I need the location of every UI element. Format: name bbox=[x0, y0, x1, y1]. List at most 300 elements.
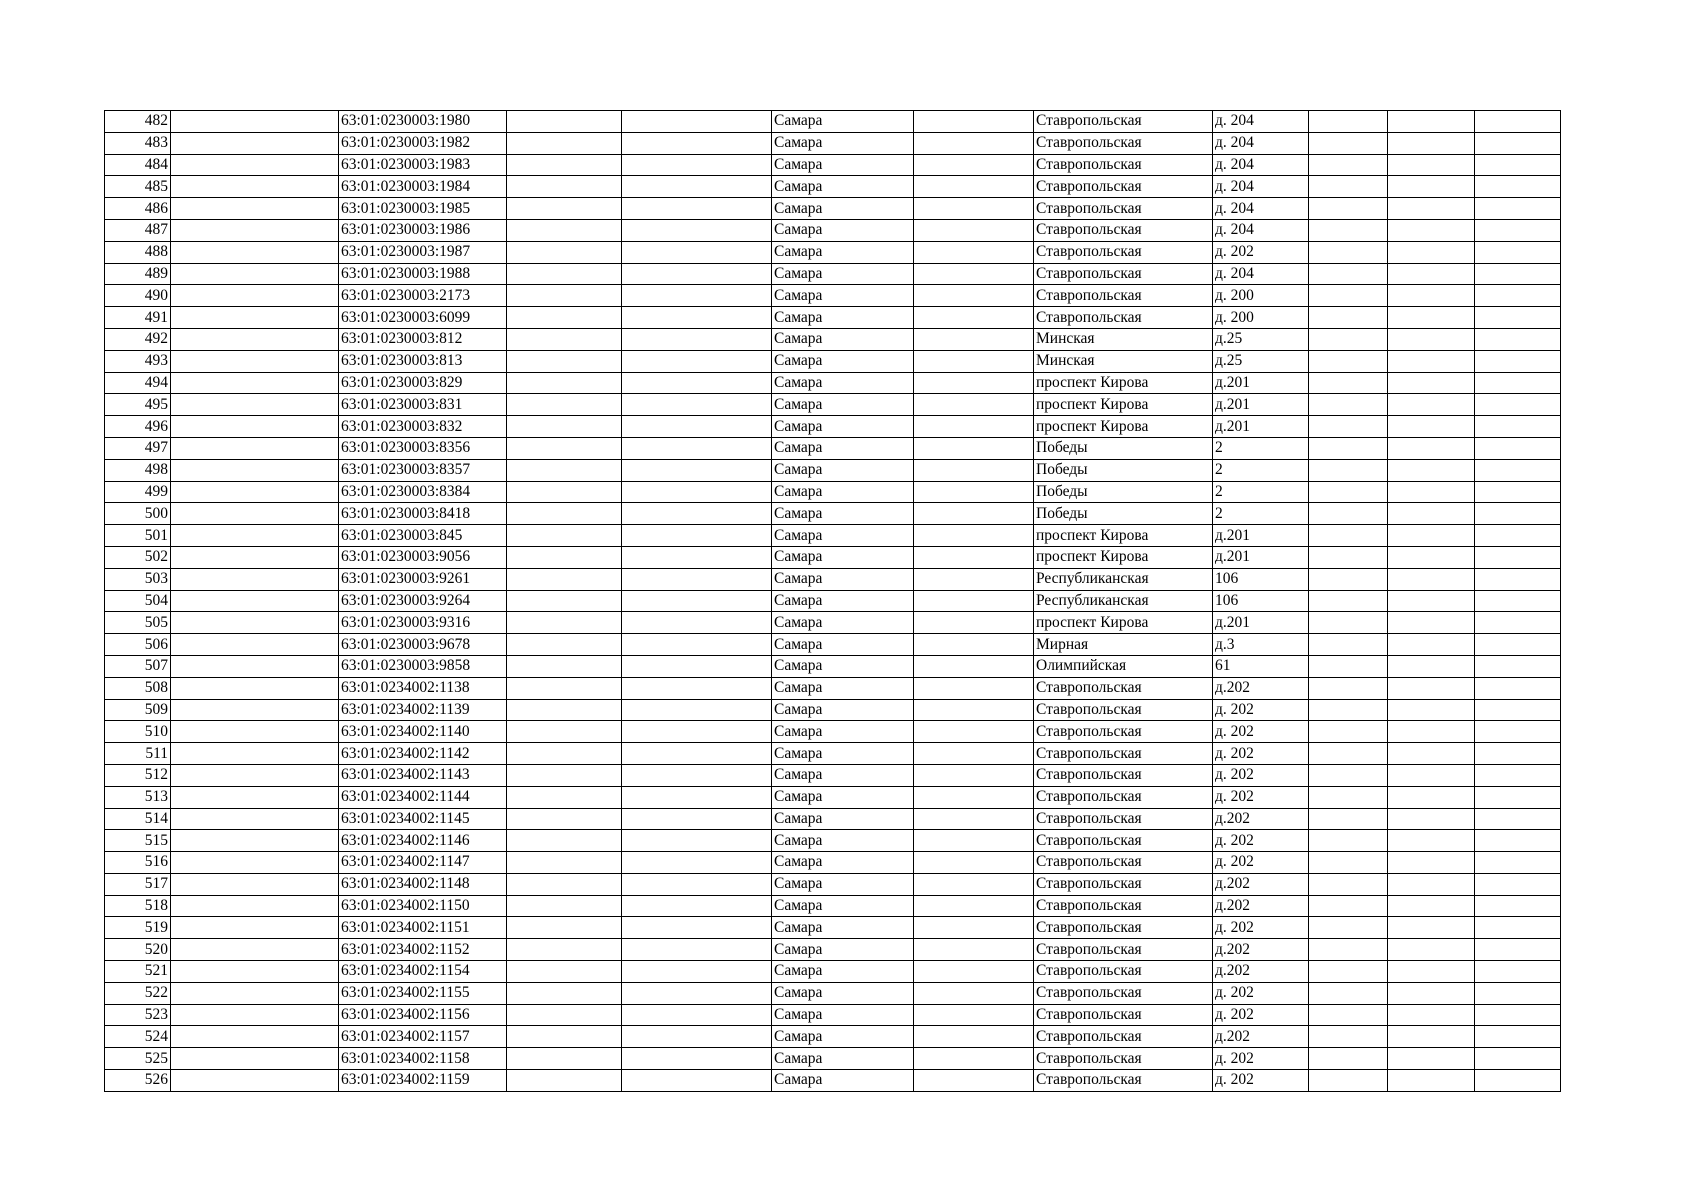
blank-cell-4 bbox=[914, 743, 1034, 765]
blank-cell-6 bbox=[1388, 655, 1475, 677]
street-cell: Республиканская bbox=[1034, 568, 1213, 590]
blank-cell-5 bbox=[1309, 263, 1388, 285]
house-number-cell: д.202 bbox=[1213, 895, 1309, 917]
blank-cell-7 bbox=[1475, 241, 1561, 263]
house-number-cell: д.202 bbox=[1213, 808, 1309, 830]
blank-cell-5 bbox=[1309, 459, 1388, 481]
row-number-cell: 497 bbox=[105, 437, 171, 459]
cadastral-number-cell: 63:01:0230003:1982 bbox=[339, 132, 507, 154]
blank-cell-7 bbox=[1475, 154, 1561, 176]
city-cell: Самара bbox=[772, 612, 914, 634]
row-number-cell: 483 bbox=[105, 132, 171, 154]
table-row bbox=[105, 743, 1561, 765]
blank-cell-2 bbox=[507, 961, 622, 983]
street-cell: Ставропольская bbox=[1034, 1048, 1213, 1070]
house-number-cell: д. 202 bbox=[1213, 830, 1309, 852]
blank-cell-1 bbox=[171, 416, 339, 438]
blank-cell-5 bbox=[1309, 503, 1388, 525]
blank-cell-7 bbox=[1475, 198, 1561, 220]
table-row bbox=[105, 525, 1561, 547]
blank-cell-5 bbox=[1309, 437, 1388, 459]
blank-cell-5 bbox=[1309, 830, 1388, 852]
row-number-cell: 522 bbox=[105, 982, 171, 1004]
blank-cell-4 bbox=[914, 285, 1034, 307]
blank-cell-6 bbox=[1388, 372, 1475, 394]
blank-cell-3 bbox=[622, 743, 772, 765]
street-cell: Ставропольская bbox=[1034, 241, 1213, 263]
cadastral-number-cell: 63:01:0234002:1147 bbox=[339, 852, 507, 874]
row-number-cell: 504 bbox=[105, 590, 171, 612]
cadastral-number-cell: 63:01:0230003:832 bbox=[339, 416, 507, 438]
blank-cell-6 bbox=[1388, 350, 1475, 372]
cadastral-number-cell: 63:01:0234002:1142 bbox=[339, 743, 507, 765]
house-number-cell: д. 202 bbox=[1213, 764, 1309, 786]
cadastral-number-cell: 63:01:0230003:9858 bbox=[339, 655, 507, 677]
blank-cell-6 bbox=[1388, 241, 1475, 263]
blank-cell-2 bbox=[507, 307, 622, 329]
blank-cell-3 bbox=[622, 307, 772, 329]
table-row bbox=[105, 1070, 1561, 1092]
blank-cell-3 bbox=[622, 437, 772, 459]
blank-cell-7 bbox=[1475, 677, 1561, 699]
blank-cell-3 bbox=[622, 699, 772, 721]
blank-cell-1 bbox=[171, 830, 339, 852]
blank-cell-6 bbox=[1388, 634, 1475, 656]
cadastral-number-cell: 63:01:0234002:1159 bbox=[339, 1070, 507, 1092]
table-row bbox=[105, 1048, 1561, 1070]
table-row bbox=[105, 219, 1561, 241]
city-cell: Самара bbox=[772, 1048, 914, 1070]
blank-cell-6 bbox=[1388, 830, 1475, 852]
blank-cell-2 bbox=[507, 568, 622, 590]
row-number-cell: 501 bbox=[105, 525, 171, 547]
table-row bbox=[105, 895, 1561, 917]
house-number-cell: д.3 bbox=[1213, 634, 1309, 656]
blank-cell-5 bbox=[1309, 1048, 1388, 1070]
blank-cell-6 bbox=[1388, 1026, 1475, 1048]
row-number-cell: 526 bbox=[105, 1070, 171, 1092]
blank-cell-5 bbox=[1309, 852, 1388, 874]
city-cell: Самара bbox=[772, 546, 914, 568]
city-cell: Самара bbox=[772, 176, 914, 198]
blank-cell-7 bbox=[1475, 350, 1561, 372]
street-cell: Ставропольская bbox=[1034, 982, 1213, 1004]
row-number-cell: 521 bbox=[105, 961, 171, 983]
blank-cell-5 bbox=[1309, 546, 1388, 568]
blank-cell-6 bbox=[1388, 307, 1475, 329]
city-cell: Самара bbox=[772, 525, 914, 547]
city-cell: Самара bbox=[772, 677, 914, 699]
table-row bbox=[105, 154, 1561, 176]
house-number-cell: д. 202 bbox=[1213, 699, 1309, 721]
blank-cell-1 bbox=[171, 982, 339, 1004]
blank-cell-2 bbox=[507, 416, 622, 438]
table-row bbox=[105, 721, 1561, 743]
cadastral-number-cell: 63:01:0230003:1985 bbox=[339, 198, 507, 220]
house-number-cell: д.201 bbox=[1213, 416, 1309, 438]
blank-cell-1 bbox=[171, 132, 339, 154]
cadastral-number-cell: 63:01:0230003:829 bbox=[339, 372, 507, 394]
blank-cell-6 bbox=[1388, 917, 1475, 939]
table-row bbox=[105, 655, 1561, 677]
blank-cell-4 bbox=[914, 808, 1034, 830]
blank-cell-2 bbox=[507, 612, 622, 634]
blank-cell-3 bbox=[622, 873, 772, 895]
blank-cell-1 bbox=[171, 764, 339, 786]
city-cell: Самара bbox=[772, 634, 914, 656]
house-number-cell: д. 204 bbox=[1213, 111, 1309, 133]
house-number-cell: д. 202 bbox=[1213, 917, 1309, 939]
cadastral-number-cell: 63:01:0230003:813 bbox=[339, 350, 507, 372]
city-cell: Самара bbox=[772, 285, 914, 307]
blank-cell-6 bbox=[1388, 394, 1475, 416]
blank-cell-2 bbox=[507, 939, 622, 961]
table-row bbox=[105, 1026, 1561, 1048]
city-cell: Самара bbox=[772, 459, 914, 481]
blank-cell-7 bbox=[1475, 263, 1561, 285]
house-number-cell: д. 202 bbox=[1213, 1070, 1309, 1092]
cadastral-number-cell: 63:01:0230003:1988 bbox=[339, 263, 507, 285]
house-number-cell: 106 bbox=[1213, 568, 1309, 590]
street-cell: Минская bbox=[1034, 350, 1213, 372]
cadastral-number-cell: 63:01:0230003:9261 bbox=[339, 568, 507, 590]
street-cell: Ставропольская bbox=[1034, 132, 1213, 154]
blank-cell-3 bbox=[622, 416, 772, 438]
blank-cell-4 bbox=[914, 241, 1034, 263]
row-number-cell: 518 bbox=[105, 895, 171, 917]
blank-cell-1 bbox=[171, 350, 339, 372]
blank-cell-7 bbox=[1475, 699, 1561, 721]
blank-cell-1 bbox=[171, 895, 339, 917]
blank-cell-5 bbox=[1309, 699, 1388, 721]
blank-cell-4 bbox=[914, 677, 1034, 699]
blank-cell-4 bbox=[914, 917, 1034, 939]
blank-cell-5 bbox=[1309, 808, 1388, 830]
blank-cell-7 bbox=[1475, 852, 1561, 874]
row-number-cell: 509 bbox=[105, 699, 171, 721]
street-cell: Ставропольская bbox=[1034, 198, 1213, 220]
blank-cell-3 bbox=[622, 786, 772, 808]
blank-cell-3 bbox=[622, 198, 772, 220]
street-cell: проспект Кирова bbox=[1034, 416, 1213, 438]
cadastral-number-cell: 63:01:0230003:2173 bbox=[339, 285, 507, 307]
blank-cell-6 bbox=[1388, 198, 1475, 220]
street-cell: Ставропольская bbox=[1034, 1004, 1213, 1026]
row-number-cell: 485 bbox=[105, 176, 171, 198]
cadastral-number-cell: 63:01:0234002:1152 bbox=[339, 939, 507, 961]
blank-cell-2 bbox=[507, 764, 622, 786]
blank-cell-2 bbox=[507, 808, 622, 830]
blank-cell-3 bbox=[622, 852, 772, 874]
blank-cell-4 bbox=[914, 895, 1034, 917]
blank-cell-6 bbox=[1388, 111, 1475, 133]
street-cell: Ставропольская bbox=[1034, 1070, 1213, 1092]
table-row bbox=[105, 852, 1561, 874]
street-cell: Ставропольская bbox=[1034, 764, 1213, 786]
blank-cell-7 bbox=[1475, 437, 1561, 459]
blank-cell-5 bbox=[1309, 612, 1388, 634]
blank-cell-3 bbox=[622, 764, 772, 786]
blank-cell-1 bbox=[171, 939, 339, 961]
blank-cell-2 bbox=[507, 852, 622, 874]
city-cell: Самара bbox=[772, 786, 914, 808]
row-number-cell: 513 bbox=[105, 786, 171, 808]
house-number-cell: д.202 bbox=[1213, 961, 1309, 983]
blank-cell-5 bbox=[1309, 328, 1388, 350]
house-number-cell: д. 202 bbox=[1213, 852, 1309, 874]
cadastral-number-cell: 63:01:0230003:812 bbox=[339, 328, 507, 350]
row-number-cell: 523 bbox=[105, 1004, 171, 1026]
blank-cell-1 bbox=[171, 154, 339, 176]
blank-cell-6 bbox=[1388, 808, 1475, 830]
blank-cell-3 bbox=[622, 132, 772, 154]
blank-cell-7 bbox=[1475, 481, 1561, 503]
blank-cell-5 bbox=[1309, 786, 1388, 808]
blank-cell-2 bbox=[507, 437, 622, 459]
blank-cell-2 bbox=[507, 394, 622, 416]
blank-cell-4 bbox=[914, 350, 1034, 372]
blank-cell-1 bbox=[171, 961, 339, 983]
row-number-cell: 499 bbox=[105, 481, 171, 503]
blank-cell-4 bbox=[914, 437, 1034, 459]
city-cell: Самара bbox=[772, 830, 914, 852]
blank-cell-7 bbox=[1475, 219, 1561, 241]
blank-cell-1 bbox=[171, 394, 339, 416]
blank-cell-2 bbox=[507, 830, 622, 852]
row-number-cell: 490 bbox=[105, 285, 171, 307]
city-cell: Самара bbox=[772, 808, 914, 830]
table-row bbox=[105, 481, 1561, 503]
blank-cell-4 bbox=[914, 198, 1034, 220]
blank-cell-3 bbox=[622, 154, 772, 176]
street-cell: Ставропольская bbox=[1034, 307, 1213, 329]
blank-cell-3 bbox=[622, 503, 772, 525]
city-cell: Самара bbox=[772, 394, 914, 416]
blank-cell-3 bbox=[622, 721, 772, 743]
cadastral-number-cell: 63:01:0234002:1155 bbox=[339, 982, 507, 1004]
blank-cell-6 bbox=[1388, 852, 1475, 874]
blank-cell-7 bbox=[1475, 1048, 1561, 1070]
house-number-cell: 2 bbox=[1213, 437, 1309, 459]
blank-cell-1 bbox=[171, 503, 339, 525]
blank-cell-2 bbox=[507, 459, 622, 481]
blank-cell-1 bbox=[171, 1048, 339, 1070]
blank-cell-6 bbox=[1388, 503, 1475, 525]
city-cell: Самара bbox=[772, 655, 914, 677]
blank-cell-4 bbox=[914, 481, 1034, 503]
table-row bbox=[105, 873, 1561, 895]
row-number-cell: 510 bbox=[105, 721, 171, 743]
house-number-cell: д. 204 bbox=[1213, 132, 1309, 154]
blank-cell-6 bbox=[1388, 612, 1475, 634]
blank-cell-6 bbox=[1388, 176, 1475, 198]
city-cell: Самара bbox=[772, 219, 914, 241]
row-number-cell: 514 bbox=[105, 808, 171, 830]
street-cell: Ставропольская bbox=[1034, 939, 1213, 961]
table-row bbox=[105, 590, 1561, 612]
blank-cell-4 bbox=[914, 1048, 1034, 1070]
blank-cell-7 bbox=[1475, 743, 1561, 765]
blank-cell-4 bbox=[914, 699, 1034, 721]
house-number-cell: д.201 bbox=[1213, 394, 1309, 416]
street-cell: Ставропольская bbox=[1034, 154, 1213, 176]
blank-cell-4 bbox=[914, 154, 1034, 176]
blank-cell-2 bbox=[507, 328, 622, 350]
table-row bbox=[105, 786, 1561, 808]
blank-cell-2 bbox=[507, 1070, 622, 1092]
blank-cell-6 bbox=[1388, 459, 1475, 481]
street-cell: Ставропольская bbox=[1034, 917, 1213, 939]
house-number-cell: 2 bbox=[1213, 459, 1309, 481]
blank-cell-5 bbox=[1309, 132, 1388, 154]
house-number-cell: д.201 bbox=[1213, 372, 1309, 394]
blank-cell-1 bbox=[171, 198, 339, 220]
city-cell: Самара bbox=[772, 154, 914, 176]
blank-cell-7 bbox=[1475, 328, 1561, 350]
row-number-cell: 493 bbox=[105, 350, 171, 372]
house-number-cell: д.201 bbox=[1213, 525, 1309, 547]
blank-cell-1 bbox=[171, 307, 339, 329]
blank-cell-7 bbox=[1475, 416, 1561, 438]
row-number-cell: 512 bbox=[105, 764, 171, 786]
blank-cell-2 bbox=[507, 917, 622, 939]
blank-cell-2 bbox=[507, 634, 622, 656]
row-number-cell: 502 bbox=[105, 546, 171, 568]
blank-cell-5 bbox=[1309, 590, 1388, 612]
blank-cell-6 bbox=[1388, 1048, 1475, 1070]
city-cell: Самара bbox=[772, 416, 914, 438]
city-cell: Самара bbox=[772, 111, 914, 133]
blank-cell-1 bbox=[171, 655, 339, 677]
blank-cell-3 bbox=[622, 394, 772, 416]
row-number-cell: 511 bbox=[105, 743, 171, 765]
table-row bbox=[105, 503, 1561, 525]
street-cell: проспект Кирова bbox=[1034, 546, 1213, 568]
street-cell: проспект Кирова bbox=[1034, 394, 1213, 416]
blank-cell-3 bbox=[622, 655, 772, 677]
blank-cell-1 bbox=[171, 699, 339, 721]
blank-cell-4 bbox=[914, 328, 1034, 350]
blank-cell-4 bbox=[914, 1004, 1034, 1026]
blank-cell-2 bbox=[507, 350, 622, 372]
city-cell: Самара bbox=[772, 721, 914, 743]
blank-cell-1 bbox=[171, 481, 339, 503]
blank-cell-1 bbox=[171, 612, 339, 634]
cadastral-number-cell: 63:01:0230003:1980 bbox=[339, 111, 507, 133]
cadastral-number-cell: 63:01:0230003:9678 bbox=[339, 634, 507, 656]
city-cell: Самара bbox=[772, 481, 914, 503]
house-number-cell: д. 200 bbox=[1213, 307, 1309, 329]
house-number-cell: д. 204 bbox=[1213, 176, 1309, 198]
blank-cell-3 bbox=[622, 961, 772, 983]
blank-cell-7 bbox=[1475, 111, 1561, 133]
table-row bbox=[105, 132, 1561, 154]
blank-cell-1 bbox=[171, 546, 339, 568]
row-number-cell: 482 bbox=[105, 111, 171, 133]
blank-cell-1 bbox=[171, 677, 339, 699]
cadastral-number-cell: 63:01:0230003:8357 bbox=[339, 459, 507, 481]
blank-cell-5 bbox=[1309, 895, 1388, 917]
street-cell: Республиканская bbox=[1034, 590, 1213, 612]
blank-cell-1 bbox=[171, 590, 339, 612]
blank-cell-5 bbox=[1309, 677, 1388, 699]
table-row bbox=[105, 285, 1561, 307]
blank-cell-3 bbox=[622, 939, 772, 961]
cadastral-number-cell: 63:01:0234002:1148 bbox=[339, 873, 507, 895]
house-number-cell: д. 202 bbox=[1213, 982, 1309, 1004]
blank-cell-3 bbox=[622, 372, 772, 394]
table-row bbox=[105, 307, 1561, 329]
city-cell: Самара bbox=[772, 743, 914, 765]
blank-cell-6 bbox=[1388, 590, 1475, 612]
street-cell: Ставропольская bbox=[1034, 721, 1213, 743]
blank-cell-4 bbox=[914, 307, 1034, 329]
cadastral-number-cell: 63:01:0230003:831 bbox=[339, 394, 507, 416]
blank-cell-5 bbox=[1309, 634, 1388, 656]
blank-cell-5 bbox=[1309, 1070, 1388, 1092]
street-cell: Ставропольская bbox=[1034, 743, 1213, 765]
blank-cell-3 bbox=[622, 677, 772, 699]
blank-cell-7 bbox=[1475, 830, 1561, 852]
blank-cell-7 bbox=[1475, 634, 1561, 656]
street-cell: Минская bbox=[1034, 328, 1213, 350]
blank-cell-6 bbox=[1388, 263, 1475, 285]
blank-cell-3 bbox=[622, 1026, 772, 1048]
row-number-cell: 486 bbox=[105, 198, 171, 220]
blank-cell-2 bbox=[507, 743, 622, 765]
table-row bbox=[105, 808, 1561, 830]
blank-cell-4 bbox=[914, 525, 1034, 547]
table-row bbox=[105, 241, 1561, 263]
blank-cell-3 bbox=[622, 830, 772, 852]
blank-cell-3 bbox=[622, 546, 772, 568]
blank-cell-2 bbox=[507, 372, 622, 394]
table-row bbox=[105, 111, 1561, 133]
blank-cell-7 bbox=[1475, 307, 1561, 329]
cadastral-number-cell: 63:01:0230003:8384 bbox=[339, 481, 507, 503]
blank-cell-4 bbox=[914, 263, 1034, 285]
blank-cell-6 bbox=[1388, 764, 1475, 786]
blank-cell-1 bbox=[171, 241, 339, 263]
blank-cell-3 bbox=[622, 176, 772, 198]
row-number-cell: 515 bbox=[105, 830, 171, 852]
table-body bbox=[105, 111, 1561, 1092]
blank-cell-1 bbox=[171, 525, 339, 547]
blank-cell-7 bbox=[1475, 132, 1561, 154]
blank-cell-1 bbox=[171, 568, 339, 590]
blank-cell-7 bbox=[1475, 459, 1561, 481]
blank-cell-1 bbox=[171, 328, 339, 350]
blank-cell-3 bbox=[622, 525, 772, 547]
blank-cell-4 bbox=[914, 655, 1034, 677]
row-number-cell: 524 bbox=[105, 1026, 171, 1048]
blank-cell-6 bbox=[1388, 982, 1475, 1004]
blank-cell-4 bbox=[914, 873, 1034, 895]
blank-cell-6 bbox=[1388, 873, 1475, 895]
street-cell: Победы bbox=[1034, 437, 1213, 459]
blank-cell-4 bbox=[914, 961, 1034, 983]
street-cell: Победы bbox=[1034, 459, 1213, 481]
blank-cell-5 bbox=[1309, 481, 1388, 503]
blank-cell-1 bbox=[171, 808, 339, 830]
street-cell: Ставропольская bbox=[1034, 786, 1213, 808]
city-cell: Самара bbox=[772, 503, 914, 525]
blank-cell-3 bbox=[622, 350, 772, 372]
blank-cell-6 bbox=[1388, 743, 1475, 765]
street-cell: Ставропольская bbox=[1034, 219, 1213, 241]
table-row bbox=[105, 568, 1561, 590]
street-cell: Ставропольская bbox=[1034, 176, 1213, 198]
